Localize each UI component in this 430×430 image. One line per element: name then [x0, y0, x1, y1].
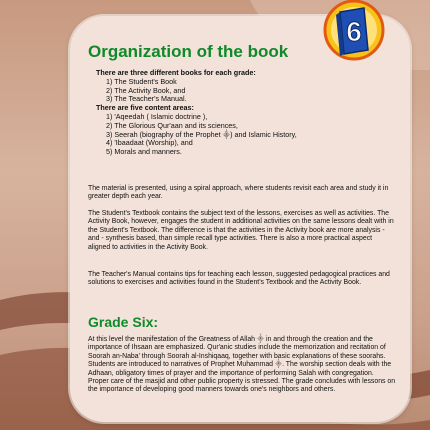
list-item: 2) The Activity Book, and: [106, 85, 186, 95]
books-intro: There are three different books for each grade:: [96, 68, 256, 77]
list-item: 3) The Teacher's Manual.: [106, 94, 187, 104]
list-item: 4) 'Ibaadaat (Worship), and: [106, 138, 193, 148]
grade-book-icon: [316, 0, 386, 64]
list-item: 1) 'Aqeedah ( Islamic doctrine ),: [106, 111, 208, 121]
grade-six-paragraph: At this level the manifestation of the Greatness of Allah ⸎ in and through the creation and the importance of Ihsaan are emphasized. Qur'anic studies include the memorization and recitation of Soorah an-Naba' through Soorah al-Inshiqaaq, together with basic explanations of these soorahs. Students are introduced to narratives of Prophet Muhammad ⸎. The worship section deals with the Adhaan, obligatory times of prayer and the importance of performing Salah with congregation. Proper care of the masjid and other public property is stressed. The grade concludes with lessons on the importance of developing good manners towards one's neighbors and others.: [88, 336, 396, 394]
spiral-approach-paragraph: The material is presented, using a spiral approach, where students revisit each area and study it in greater depth each year.: [88, 185, 389, 201]
page-title: Organization of the book: [88, 42, 289, 61]
intro-block: [96, 69, 396, 157]
list-item: 3) Seerah (biography of the Prophet ⸎) and Islamic History,: [106, 129, 297, 139]
textbook-paragraph: The Student's Textbook contains the subject text of the lessons, exercises as well as activities. The Activity Book, however, engages the student in additional activities on the same lessons dealt with in the Student's Textbook. The difference is that the activities in the Activity book are more analysis - and - synthesis based, than simple recall type activities. There is also a more practical aspect aligned to activities in the Activity Book.: [88, 210, 394, 251]
content-panel: [70, 16, 410, 422]
list-item: 1) The Student's Book: [106, 76, 177, 86]
list-item: 5) Morals and manners.: [106, 147, 182, 157]
teachers-manual-paragraph: The Teacher's Manual contains tips for teaching each lesson, suggested pedagogical practices and solutions to exercises and activities found in the Student's Textbook and the Activity Book.: [88, 271, 390, 287]
content-areas-intro: There are five content areas:: [96, 103, 194, 113]
grade-badge-number: 6: [346, 16, 362, 47]
books-list: [96, 78, 396, 104]
grade-heading: Grade Six:: [88, 314, 159, 330]
content-areas-list: [96, 113, 396, 157]
list-item: 2) The Glorious Qur'aan and its sciences,: [106, 120, 238, 130]
